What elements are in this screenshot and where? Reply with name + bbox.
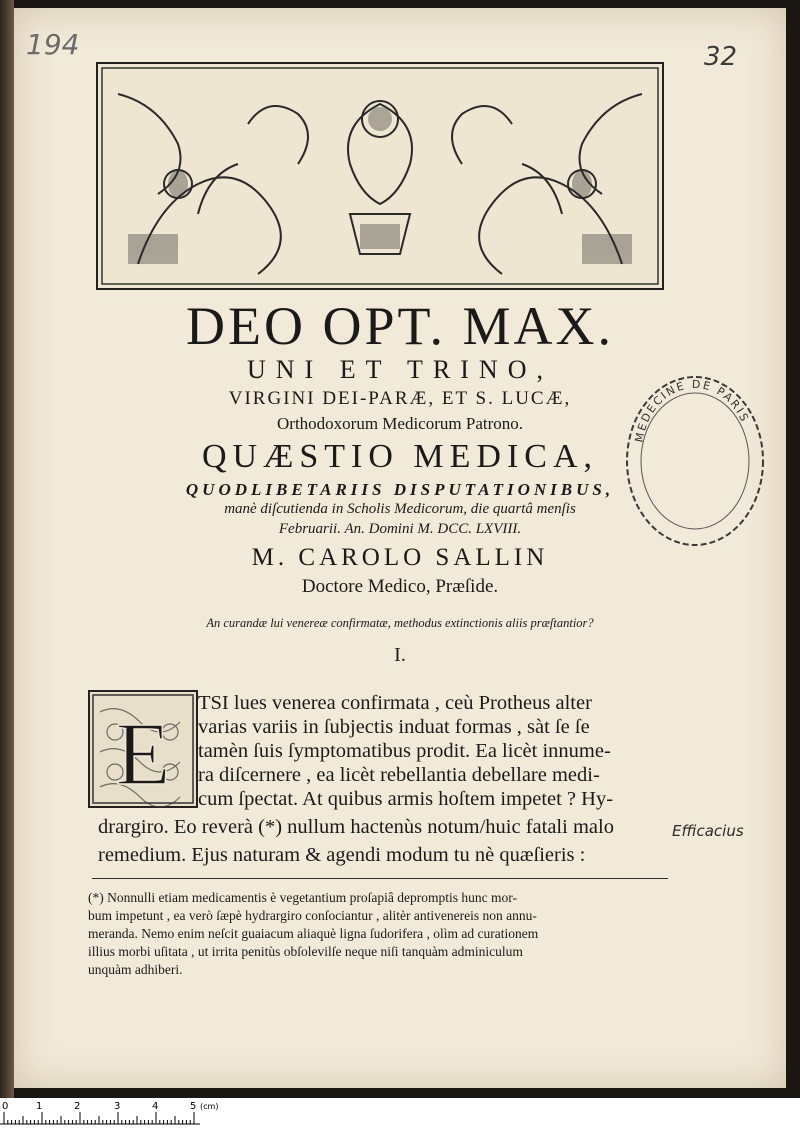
body-line: drargiro. Eo reverà (*) nullum hactenùs notum/huic fatali malo xyxy=(98,816,614,838)
ornamental-headpiece-image xyxy=(96,62,664,290)
footnote-divider xyxy=(92,878,668,879)
ruler-label: 0 xyxy=(2,1101,9,1112)
title-quaestio-medica: QUÆSTIO MEDICA, xyxy=(202,438,598,475)
body-line: tamèn ſuis ſymptomatibus prodit. Ea licèt innume- xyxy=(198,740,611,762)
footnote-line: illius morbi uſitata , ut irrita penitùs obſolevilſe neque niſi tanquàm adminiculum xyxy=(88,944,523,959)
ruler-label: 4 xyxy=(152,1101,159,1112)
title-deo-opt-max: DEO OPT. MAX. xyxy=(186,296,614,356)
scale-ruler xyxy=(0,1098,219,1133)
body-line: varias variis in ſubjectis induat formas , sàt ſe ſe xyxy=(198,716,590,738)
title-doctore-medico: Doctore Medico, Præſide. xyxy=(301,576,499,597)
ruler-label: 2 xyxy=(74,1101,81,1112)
library-stamp-image xyxy=(622,372,768,550)
body-line: TSI lues venerea confirmata , ceù Protheus alter xyxy=(198,692,592,714)
ruler-label: 1 xyxy=(36,1101,43,1112)
title-virgini: VIRGINI DEI-PARÆ, ET S. LUCÆ, xyxy=(228,388,572,409)
handwritten-page-number-right: 32 xyxy=(704,42,738,72)
thesis-question: An curandæ lui venereæ confirmatæ, methodus extinctionis aliis præſtantior? xyxy=(206,616,594,630)
handwritten-page-number-left: 194 xyxy=(26,28,80,61)
ruler-unit: (cm) xyxy=(200,1102,219,1111)
svg-text:MEDECINE DE PARIS xyxy=(633,378,752,444)
decorated-initial-image xyxy=(88,690,198,808)
body-line: remedium. Ejus naturam & agendi modum tu nè quæſieris : xyxy=(98,844,586,866)
title-uni-et-trino: UNI ET TRINO, xyxy=(247,355,553,384)
dropcap-letter: E xyxy=(115,705,171,804)
footnote-line: unquàm adhiberi. xyxy=(88,962,183,977)
footnote-line: bum impetunt , ea verò ſæpè hydrargiro conſociantur , alitèr antivenereis non annu- xyxy=(88,908,537,923)
stamp-text: MEDECINE DE PARIS xyxy=(632,377,752,444)
title-orthodoxorum: Orthodoxorum Medicorum Patrono. xyxy=(277,414,523,433)
title-mane-discutienda: manè diſcutienda in Scholis Medicorum, die quartâ menſis xyxy=(224,501,576,517)
body-line: cum ſpectat. At quibus armis hoſtem impetet ? Hy- xyxy=(198,788,614,810)
title-februarii-date: Februarii. An. Domini M. DCC. LXVIII. xyxy=(278,521,522,537)
handwritten-margin-note: Efficacius xyxy=(672,822,744,840)
footnote-line: (*) Nonnulli etiam medicamentis è vegetantium proſapiâ depromptis hunc mor- xyxy=(88,890,517,905)
title-quodlibetariis: QUODLIBETARIIS DISPUTATIONIBUS, xyxy=(185,480,615,499)
ruler-label: 3 xyxy=(114,1101,121,1112)
book-left-edge xyxy=(0,0,14,1100)
ruler-label: 5 xyxy=(190,1101,197,1112)
footnote-line: meranda. Nemo enim neſcit guaiacum aliaquè ligna ſudorifera , olìm ad curationem xyxy=(88,926,539,941)
section-number: I. xyxy=(394,644,406,666)
title-praeses-name: M. CAROLO SALLIN xyxy=(251,544,549,571)
body-line: ra diſcernere , ea licèt rebellantia debellare medi- xyxy=(198,764,600,786)
